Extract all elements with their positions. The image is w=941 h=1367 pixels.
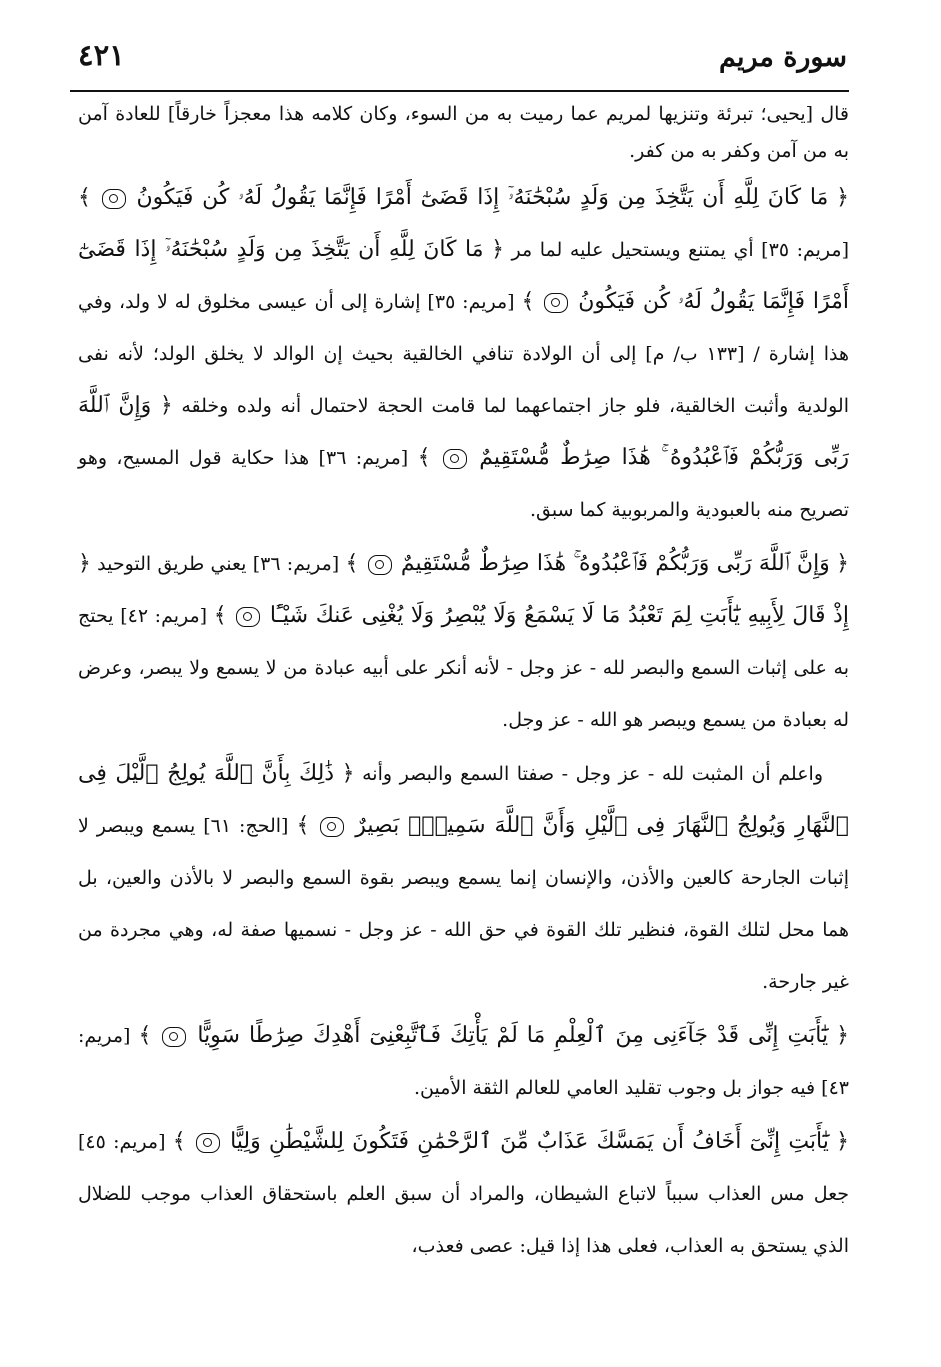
commentary-text: [مريم: ٣٦] هذا حكاية قول المسيح، وهو تصريح منه بالعبودية والمربوبية كما سبق. <box>78 447 849 521</box>
paragraph-5 <box>78 1010 849 1114</box>
quran-bracket-open: ﴿ <box>491 237 504 262</box>
quran-verse: إِذْ قَالَ لِأَبِيهِ يَٰٓأَبَتِ لِمَ تَعْبُدُ مَا لَا يَسْمَعُ وَلَا يُبْصِرُ وَلَا يُغْنِى عَنكَ شَيْـًٔا <box>269 603 849 628</box>
quran-verse: ذَٰلِكَ بِأَنَّ ٱللَّهَ يُولِجُ ٱلَّيْلَ فِى ٱلنَّهَارِ وَيُولِجُ ٱلنَّهَارَ فِى ٱلَّيْلِ وَأَنَّ ٱللَّهَ سَمِيعٌۢ بَصِيرٌ <box>78 761 849 838</box>
quran-bracket-close: ﴾ <box>296 813 310 838</box>
quran-verse: يَٰٓأَبَتِ إِنِّىٓ أَخَافُ أَن يَمَسَّكَ عَذَابٌ مِّنَ ٱلرَّحْمَٰنِ فَتَكُونَ لِلشَّيْطَٰنِ وَلِيًّا <box>230 1129 829 1154</box>
ayah-end-icon <box>196 1133 220 1153</box>
quran-bracket-open: ﴿ <box>836 1129 849 1154</box>
quran-bracket-close: ﴾ <box>138 1023 152 1048</box>
quran-bracket-close: ﴾ <box>345 551 359 576</box>
paragraph-4 <box>78 748 849 1008</box>
page-body <box>78 96 849 1274</box>
text: قال [يحيى؛ تبرئة وتنزيها لمريم عما رميت به من السوء، وكان كلامه هذا معجزاً خارقاً] للعادة آمن به من آمن وكفر به من كفر. <box>78 103 849 162</box>
ayah-end-icon <box>544 293 568 313</box>
quran-verse: مَا كَانَ لِلَّهِ أَن يَتَّخِذَ مِن وَلَدٍ سُبْحَٰنَهُۥٓ إِذَا قَضَىٰٓ أَمْرًا فَإِنَّمَا يَقُولُ لَهُۥ كُن فَيَكُونُ <box>136 185 829 210</box>
surah-title: سورة مريم <box>719 42 847 73</box>
quran-bracket-close: ﴾ <box>213 603 227 628</box>
quran-bracket-open: ﴿ <box>836 1023 849 1048</box>
ayah-end-icon <box>236 607 260 627</box>
quran-verse: يَٰٓأَبَتِ إِنِّى قَدْ جَآءَنِى مِنَ ٱلْعِلْمِ مَا لَمْ يَأْتِكَ فَٱتَّبِعْنِىٓ أَهْدِكَ صِرَٰطًا سَوِيًّا <box>197 1023 829 1048</box>
quran-bracket-open: ﴿ <box>341 761 355 786</box>
page-number: ٤٢١ <box>78 38 125 72</box>
quran-verse: وَإِنَّ ٱللَّهَ رَبِّى وَرَبُّكُمْ فَٱعْبُدُوهُ ۚ هَٰذَا صِرَٰطٌ مُّسْتَقِيمٌ <box>78 393 849 470</box>
commentary-text: [مريم: ٣٦] يعني طريق التوحيد <box>97 553 340 575</box>
paragraph-1 <box>78 96 849 170</box>
quran-bracket-close: ﴾ <box>172 1129 186 1154</box>
paragraph-2 <box>78 172 849 536</box>
quran-bracket-open: ﴿ <box>836 551 849 576</box>
quran-verse: مَا كَانَ لِلَّهِ أَن يَتَّخِذَ مِن وَلَدٍ سُبْحَٰنَهُۥٓ إِذَا قَضَىٰٓ أَمْرًا فَإِنَّمَا يَقُولُ لَهُۥ كُن فَيَكُونُ <box>78 237 850 314</box>
ayah-end-icon <box>102 189 126 209</box>
ayah-end-icon <box>368 555 392 575</box>
quran-bracket-open: ﴿ <box>159 393 173 418</box>
ayah-end-icon <box>320 817 344 837</box>
quran-bracket-open: ﴿ <box>78 551 91 576</box>
commentary-text: [مريم: ٣٥] إشارة إلى أن عيسى مخلوق له لا ولد، وفي هذا إشارة / [١٣٣ ب/ م] إلى أن الولادة تنافي الخالقية بحيث إن الوالد لا يخلق الولد؛ لأنه نفى الولدية وأثبت الخالقية، فلو جاز اجتماعهما لما قامت الحجة لاحتمال أنه ولده وخلقه <box>78 291 849 417</box>
commentary-text: [مريم: ٤٥] جعل مس العذاب سبباً لاتباع الشيطان، والمراد أن سبق العلم باستحقاق العذاب موجب للضلال الذي يستحق به العذاب، فعلى هذا إذا قيل: عصى فعذب، <box>78 1131 849 1257</box>
quran-bracket-close: ﴾ <box>78 185 91 210</box>
commentary-text: [مريم: ٣٥] أي يمتنع ويستحيل عليه لما مر <box>511 239 849 261</box>
ayah-end-icon <box>443 449 467 469</box>
commentary-text: [الحج: ٦١] يسمع ويبصر لا إثبات الجارحة كالعين والأذن، والإنسان إنما يسمع ويبصر بقوة السمع والبصر لا بالأذن والعين، بل هما محل لتلك القوة، فنظير تلك القوة في حق الله - عز وجل - نسميها صفة له، وهي مجردة من غير جارحة. <box>78 815 849 993</box>
commentary-text: واعلم أن المثبت لله - عز وجل - صفتا السمع والبصر وأنه <box>362 763 823 785</box>
quran-verse: وَإِنَّ ٱللَّهَ رَبِّى وَرَبُّكُمْ فَٱعْبُدُوهُ ۚ هَٰذَا صِرَٰطٌ مُّسْتَقِيمٌ <box>400 551 830 576</box>
quran-bracket-close: ﴾ <box>521 289 535 314</box>
paragraph-3 <box>78 538 849 746</box>
page-header <box>70 30 849 92</box>
commentary-text: [مريم: ٤٣] فيه جواز بل وجوب تقليد العامي للعالم الثقة الأمين. <box>78 1025 849 1099</box>
quran-bracket-open: ﴿ <box>836 185 850 210</box>
ayah-end-icon <box>162 1027 186 1047</box>
paragraph-6 <box>78 1116 849 1272</box>
commentary-text: [مريم: ٤٢] يحتج به على إثبات السمع والبصر لله - عز وجل - لأنه أنكر على أبيه عبادة من لا يسمع ولا يبصر، وعرض له بعبادة من يسمع ويبصر هو الله - عز وجل. <box>78 605 849 731</box>
quran-bracket-close: ﴾ <box>417 445 431 470</box>
